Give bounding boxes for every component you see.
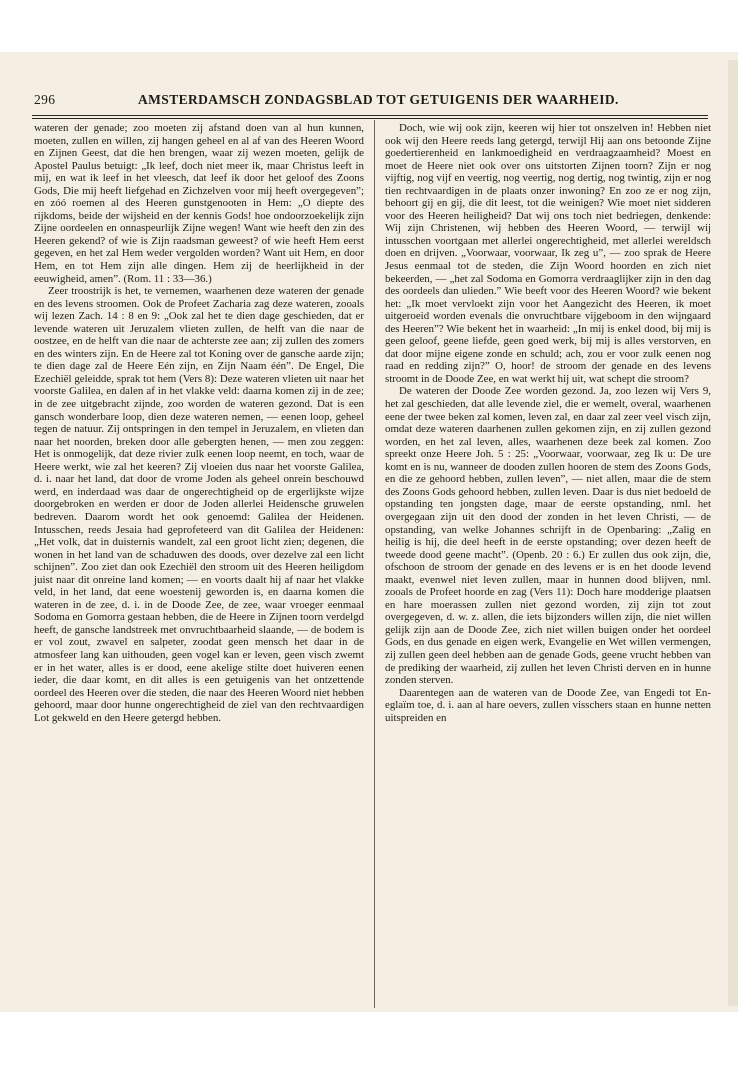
right-column [385,122,711,724]
paragraph: De wateren der Doode Zee worden gezond. Ja, zoo lezen wij Vers 9, het zal geschieden, dat alle levende ziel, die er wemelt, overal, waarhenen eene der twee beken zal komen, leven zal, en daar zal zeer veel visch zijn, omdat deze wateren daarhenen zullen gekomen zijn, en zij zullen gezond worden, en het zal leven, alles, waarhenen deze beek zal komen. Zoo spreekt onze Heere Joh. 5 : 25: „Voorwaar, voorwaar, zeg Ik u: De ure komt en is nu, wanneer de dooden zullen hooren de stem des Zoons Gods, en die ze gehoord hebben, zullen leven”, — niet allen, maar die de stem des Zoons Gods gehoord hebben, zullen leven. Daar is dus niet bedoeld de opstanding ten jongsten dage, maar de eerste opstanding, nml. het overgegaan zijn uit den dood der zonden in het leven Christi, — de opstanding, van welke Johannes schrijft in de Openbaring: „Zalig en heilig is hij, die deel heeft in de eerste opstanding; over dezen heeft de tweede dood geene macht”. (Openb. 20 : 6.) Er zullen dus ook zijn, die, ofschoon de stroom der genade en des levens er is en het doode levend maakt, evenwel niet leven zullen, maar in hunnen dood blijven, nml. zooals de Profeet hoorde en zag (Vers 11): Doch hare modderige plaatsen en hare moerassen zullen niet gezond worden, zij zijn tot zout overgegeven, d. w. z. allen, die iets bijzonders willen zijn, die niet willen gelijk zijn aan de Doode Zee, zich niet willen buigen onder het oordeel Gods, en dus genade en eigen werk, Evangelie en Wet willen vermengen, zij zullen geen deel hebben aan de genade Gods, geene vrucht hebben van de prediking der waarheid, zij zullen het leven Christi derven en in hunne zonden sterven. [385,385,711,687]
paragraph: Doch, wie wij ook zijn, keeren wij hier tot onszelven in! Hebben niet ook wij den Heere reeds lang getergd, terwijl Hij aan ons betoonde Zijne goedertierenheid en lankmoedigheid en verdraagzaamheid? Moest en moet de Heere niet ook over ons uitstorten Zijnen toorn? Zijn er nog vijftig, nog vijf en veertig, nog veertig, nog dertig, nog twintig, zijn er nog tien rechtvaardigen in de plaats onzer inwoning? En zoo ze er nog zijn, behoort gij en gij, die dit leest, tot die weinigen? Wie moet niet sidderen voor des Heeren heiligheid? Dat wij ons toch niet bedriegen, denkende: Wij zijn Christenen, wij hebben des Heeren Woord, — terwijl wij intusschen voortgaan met allerlei ongerechtigheid, met allerlei wereldsch doen en drijven. „Voorwaar, voorwaar, Ik zeg u”, — zoo sprak de Heere Jesus eenmaal tot de steden, die Zijn Woord hoorden en zich niet bekeerden, — „het zal Sodoma en Gomorra verdraaglijker zijn in den dag des oordeels dan ulieden.” Wie beeft voor des Heeren Woord? wie bekent het: „Ik moet vervloekt zijn voor het Aangezicht des Heeren, ik moet uitgeroeid worden evenals die onvruchtbare vijgeboom in den wijngaard des Heeren”? Wie bekent het in waarheid: „In mij is enkel dood, bij mij is geen geloof, geene liefde, geen goed werk, bij mij is alles verstorven, en dat door mijne eigene zonde en schuld; ach, zou er voor zulk eenen nog raad en redding zijn?” O, hoor! de stroom der genade en des levens stroomt in de Doode Zee, en wat werkt hij uit, wat schept die stroom? [385,122,711,385]
column-divider [374,120,375,1008]
paragraph: Daarentegen aan de wateren van de Doode Zee, van Engedi tot En-eglaïm toe, d. i. aan al hare oevers, zullen visschers staan en hunne netten uitspreiden en [385,686,711,724]
running-title: AMSTERDAMSCH ZONDAGSBLAD TOT GETUIGENIS DER WAARHEID. [138,92,619,107]
page-header [34,92,704,110]
page-edge [728,60,738,1006]
newspaper-page [0,52,738,1012]
paragraph: Zeer troostrijk is het, te vernemen, waarhenen deze wateren der genade en des levens stroomen. Ook de Profeet Zacharia zag deze wateren, zooals wij lezen Zach. 14 : 8 en 9: „Ook zal het te dien dage geschieden, dat er levende wateren uit Jeruzalem vlieten zullen, de helft van die naar de oostzee, en de helft van die naar de achterste zee aan; zij zullen des zomers en des winters zijn. En de Heere zal tot Koning over de gansche aarde zijn; te dien dage zal de Heere Eén zijn, en Zijn Naam één”. De Engel, Die Ezechiël geleidde, sprak tot hem (Vers 8): Deze wateren vlieten uit naar het voorste Galilea, en dalen af in het vlakke veld: daarna komen zij in de zee; in de zee uitgebracht zijnde, zoo worden de wateren gezond. Dat is een gansch wonderbare loop, dien deze wateren nemen, — eenen loop, geheel tegen de natuur. Zij ontspringen in den tempel in Jeruzalem, en vlieten dan naar het noorden, breken door alle gebergten henen, — men zou zeggen: Het is onmogelijk, dat deze rivier zulk eenen loop neemt, en toch, waar de Heere werkt, wie zal het keeren? Zij vloeien dus naar het voorste Galilea, d. i. naar het land, dat door de vrome Joden als geheel onrein beschouwd werd, en inderdaad was daar de ongerechtigheid op de ergerlijkste wijze doorgebroken en werden er door de Joden allerlei Heidensche gruwelen bedreven. Daarom wordt het ook genoemd: Galilea der Heidenen. Intusschen, reeds Jesaia had geprofeteerd van dit Galilea der Heidenen: „Het volk, dat in duisternis wandelt, zal een groot licht zien; degenen, die wonen in het land van de schaduwen des doods, over dezelve zal een licht schijnen”. Zoo ziet dan ook Ezechiël den stroom uit des Heeren heiligdom juist naar dit onreine land komen; — en voorts daalt hij af naar het vlakke veld, in het land, dat eene woestenij geworden is, en daarna komen die wateren in de zee, d. i. in de Doode Zee, de zee, waar vroeger eenmaal Sodoma en Gomorra gestaan hebben, die de Heere in Zijnen toorn verdelgd heeft, de gansche landstreek met onvruchtbaarheid slaande, — de bodem is er vol zout, zwavel en salpeter, zoodat geen mensch het daar in de atmosfeer lang kan uithouden, geen vogel kan er leven, geen visch zwemt er in het water, alles is er dood, eene akelige stilte doet huiveren eenen ieder, die daar komt, en dit alles is een getuigenis van het ontzettende oordeel des Heeren over die steden, die naar des Heeren Woord niet hebben gehoord, maar door hunne ongerechtigheid de ziel van den rechtvaardigen Lot gekweld en den Heere getergd hebben. [34,285,364,724]
header-rule [32,115,708,116]
paragraph: wateren der genade; zoo moeten zij afstand doen van al hun kunnen, moeten, zullen en willen, zij hangen geheel en al af van des Heeren Woord en Zijnen Geest, dat die hen brengen, waar zij wezen moeten, gelijk de Apostel Paulus betuigt: „Ik leef, doch niet meer ik, maar Christus leeft in mij, en wat ik leef in het vleesch, dat leef ik door het geloof des Zoons Gods, Die mij heeft liefgehad en Zichzelven voor mij heeft overgegeven”; en zóó roemen al des Heeren gunstgenooten in Hem: „O diepte des rijkdoms, beide der wijsheid en der kennis Gods! hoe ondoorzoekelijk zijn Zijne oordeelen en onnaspeurlijk Zijne wegen! Want wie heeft den zin des Heeren gekend? of wie is Zijn raadsman geweest? of wie heeft Hem eerst gegeven, en het zal Hem weder vergolden worden? Want uit Hem, en door Hem, en tot Hem zijn alle dingen. Hem zij de heerlijkheid in der eeuwigheid, amen”. (Rom. 11 : 33—36.) [34,122,364,285]
header-rule-thin [32,118,708,119]
page-number: 296 [34,92,56,107]
left-column [34,122,364,724]
